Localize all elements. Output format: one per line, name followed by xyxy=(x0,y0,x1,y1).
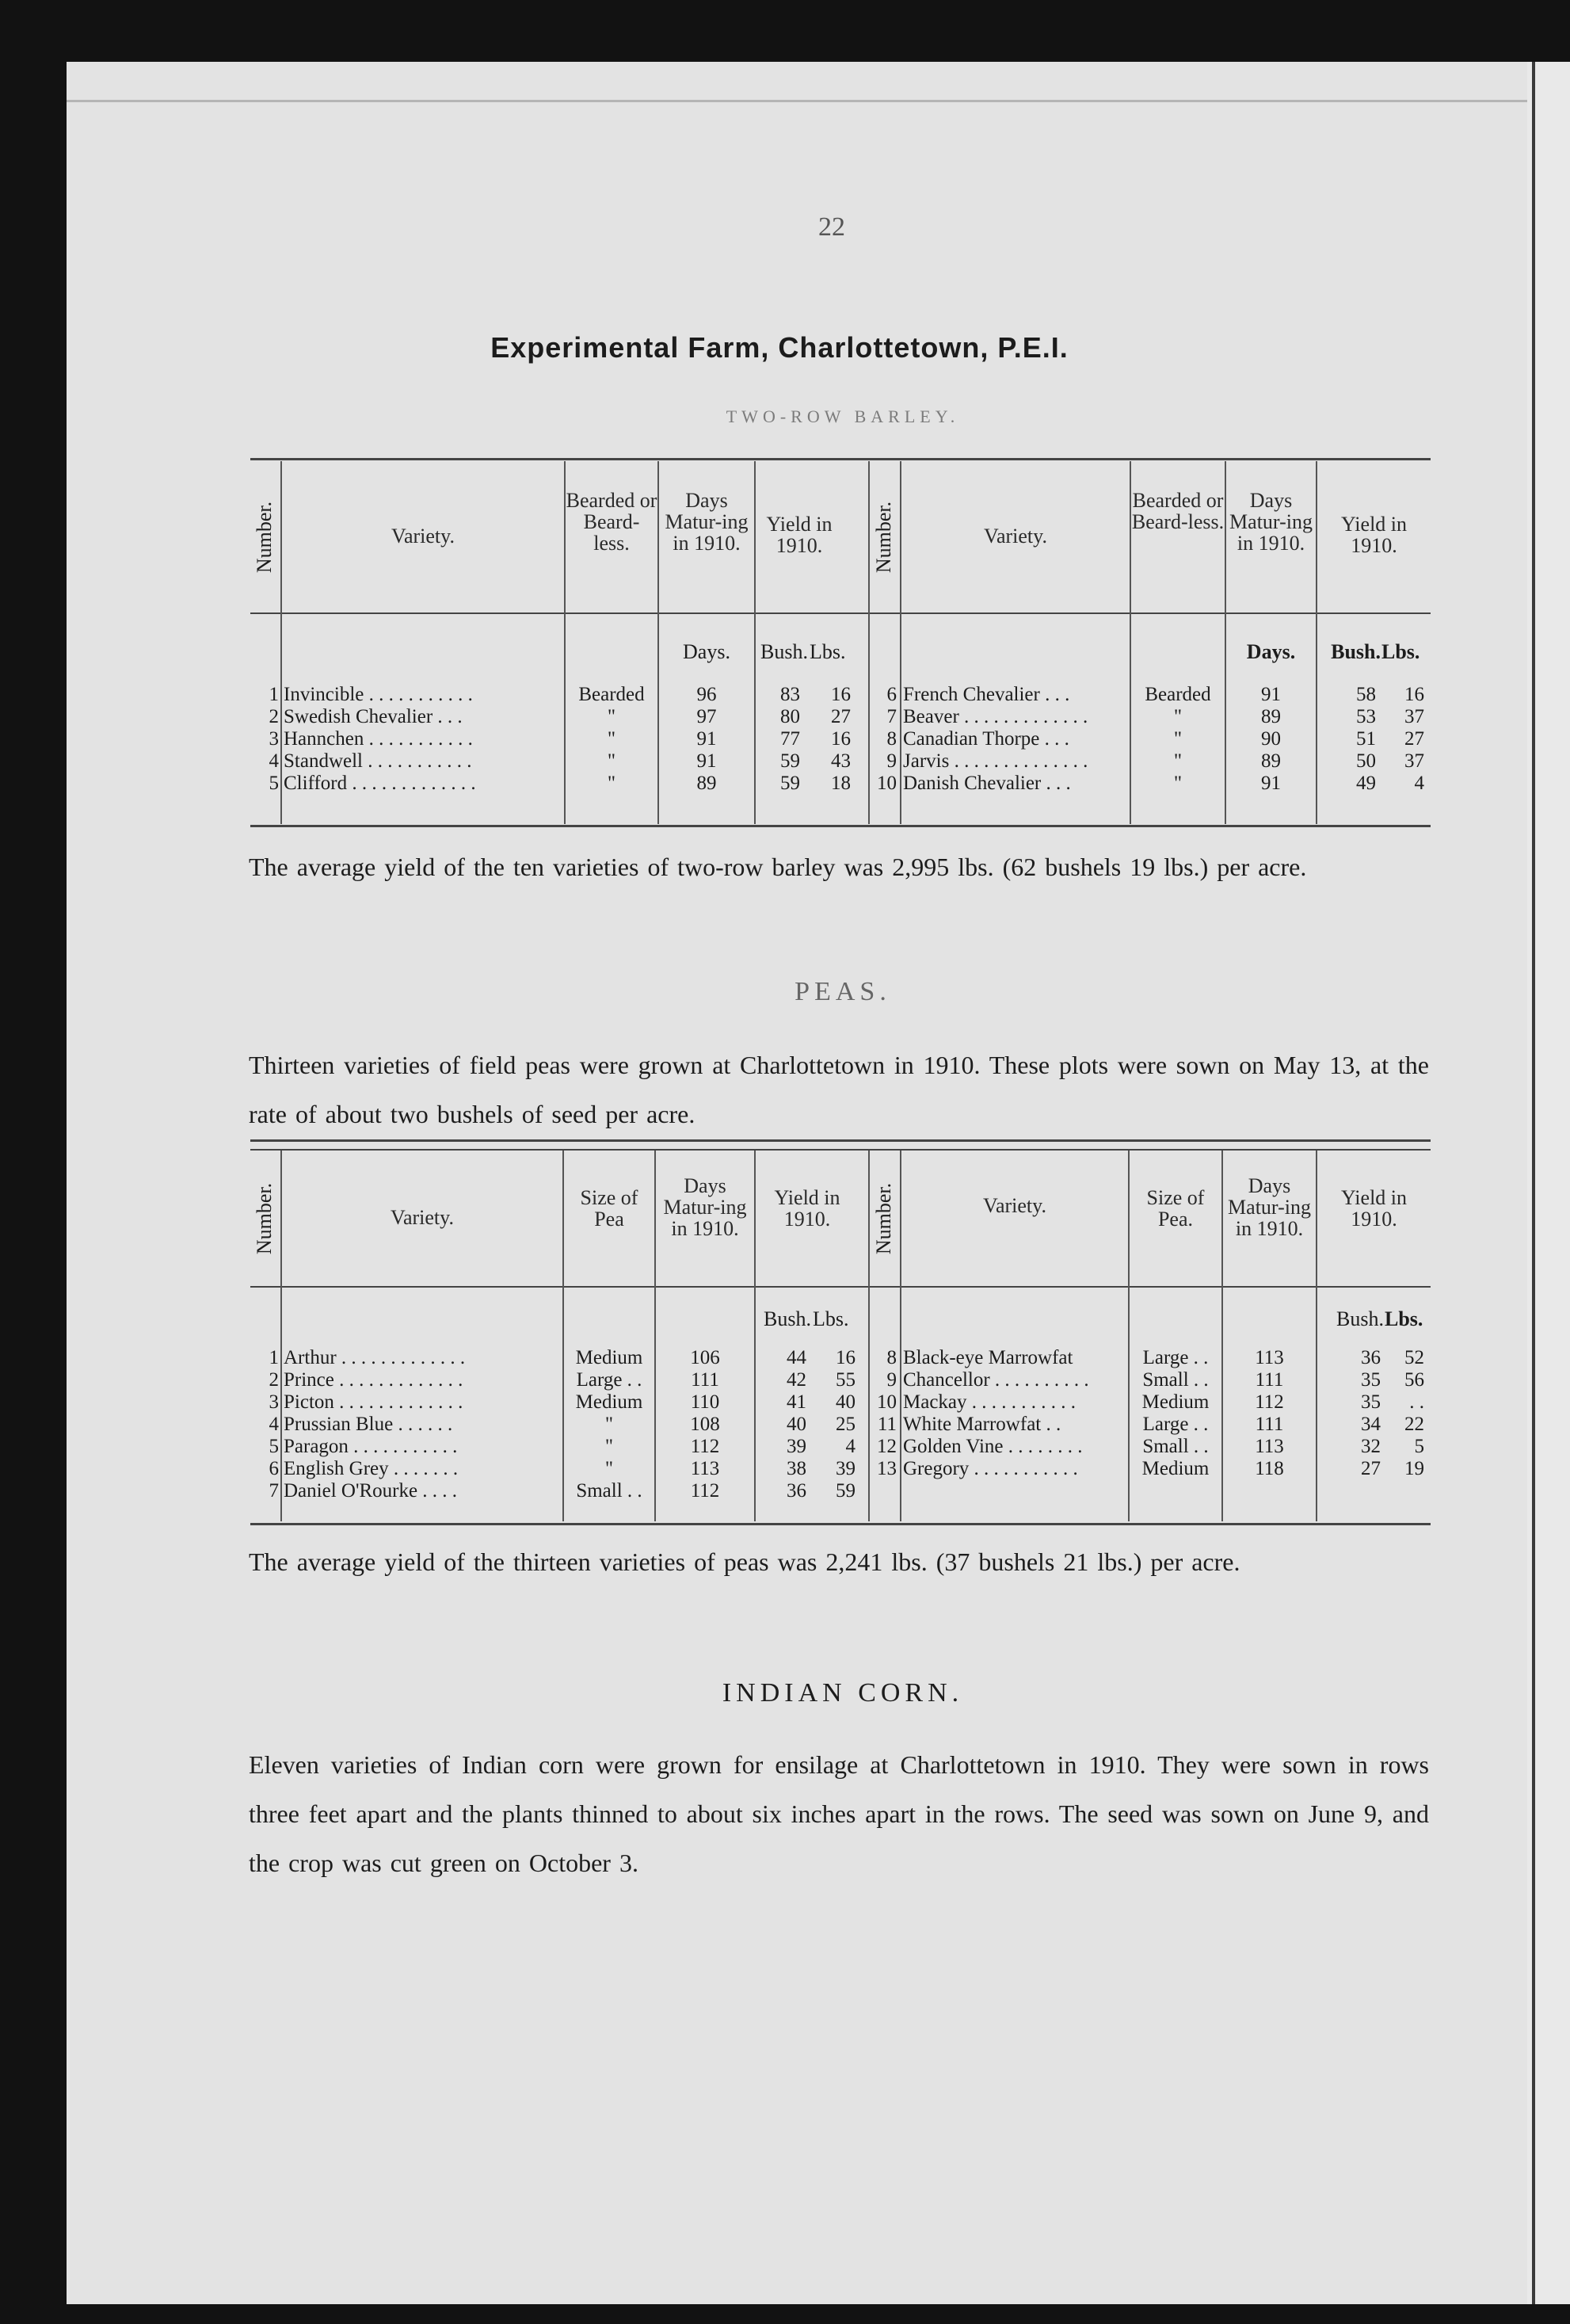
pea-size: Medium xyxy=(575,1347,643,1368)
yield-pounds: 55 xyxy=(836,1369,855,1391)
table-row xyxy=(250,684,1431,706)
number-column-header: Number. xyxy=(872,1182,895,1255)
yield-bushels: 44 xyxy=(787,1347,806,1368)
days-maturing: 113 xyxy=(1255,1347,1284,1368)
table-row xyxy=(250,706,1431,728)
days-maturing: 91 xyxy=(1261,684,1281,705)
pea-size: Small . . xyxy=(1142,1436,1209,1457)
table-row xyxy=(250,773,1431,795)
variety-name: Gregory . . . . . . . . . . . xyxy=(903,1458,1078,1479)
pea-size: Large . . xyxy=(1142,1347,1209,1368)
unit-bush: Bush. xyxy=(1331,640,1381,663)
document-page xyxy=(67,62,1527,2304)
row-number: 2 xyxy=(269,1369,279,1391)
yield-bushels: 42 xyxy=(787,1369,806,1391)
yield-bushels: 49 xyxy=(1356,773,1376,794)
table-row xyxy=(250,1414,1431,1436)
variety-column-header: Variety. xyxy=(984,525,1047,548)
yield-pounds: 16 xyxy=(1404,684,1424,705)
variety-name: Golden Vine . . . . . . . . xyxy=(903,1436,1083,1457)
table-row xyxy=(250,1391,1431,1414)
pea-size: " xyxy=(604,1414,614,1435)
days-column-header: Days Matur-ing in 1910. xyxy=(663,1174,747,1240)
corn-paragraph: Eleven varieties of Indian corn were grown for ensilage at Charlottetown in 1910. They were sown in rows three feet apart and the plants thinned to about six inches apart in the rows. The seed was sown on June 9, and the crop was cut green on October 3. xyxy=(249,1750,1429,1877)
bearded-value: " xyxy=(1173,773,1183,794)
bearded-value: " xyxy=(1173,706,1183,727)
variety-name: Picton . . . . . . . . . . . . . xyxy=(284,1391,463,1413)
yield-bushels: 40 xyxy=(787,1414,806,1435)
table-row xyxy=(250,728,1431,750)
page-top-edge xyxy=(67,100,1527,102)
row-number: 3 xyxy=(269,728,279,750)
variety-name: Beaver . . . . . . . . . . . . . xyxy=(903,706,1088,727)
yield-pounds: 40 xyxy=(836,1391,855,1413)
row-number: 10 xyxy=(877,1391,897,1413)
barley-section-title: TWO-ROW BARLEY. xyxy=(726,406,960,426)
table-row xyxy=(250,1347,1431,1369)
unit-lbs: Lbs. xyxy=(810,640,846,663)
variety-name: White Marrowfat . . xyxy=(903,1414,1061,1435)
bearded-column-header: Bearded or Beard-less. xyxy=(1131,489,1225,533)
yield-pounds: 25 xyxy=(836,1414,855,1435)
unit-days: Days. xyxy=(683,640,730,663)
yield-bushels: 36 xyxy=(787,1480,806,1502)
variety-column-header: Variety. xyxy=(391,1206,454,1229)
table-row xyxy=(250,750,1431,773)
yield-bushels: 77 xyxy=(780,728,800,750)
yield-pounds: 59 xyxy=(836,1480,855,1502)
yield-bushels: 51 xyxy=(1356,728,1376,750)
days-maturing: 91 xyxy=(696,750,717,772)
yield-bushels: 59 xyxy=(780,750,800,772)
yield-bushels: 59 xyxy=(780,773,800,794)
days-maturing: 106 xyxy=(690,1347,720,1368)
yield-pounds: 4 xyxy=(845,1436,855,1457)
yield-pounds: 37 xyxy=(1404,706,1424,727)
days-maturing: 97 xyxy=(696,706,717,727)
yield-bushels: 41 xyxy=(787,1391,806,1413)
yield-pounds: 16 xyxy=(831,684,851,705)
row-number: 11 xyxy=(877,1414,897,1435)
days-maturing: 89 xyxy=(696,773,717,794)
yield-pounds: 5 xyxy=(1414,1436,1424,1457)
yield-bushels: 38 xyxy=(787,1458,806,1479)
barley-summary: The average yield of the ten varieties of two-row barley was 2,995 lbs. (62 bushels 19 lbs.) per acre. xyxy=(249,853,1307,881)
bearded-value: " xyxy=(607,728,616,750)
days-maturing: 91 xyxy=(1261,773,1281,794)
days-maturing: 108 xyxy=(690,1414,720,1435)
row-number: 2 xyxy=(269,706,279,727)
pea-size: Small . . xyxy=(1142,1369,1209,1391)
barley-table xyxy=(250,458,1431,830)
unit-bush: Bush. xyxy=(1336,1307,1384,1330)
days-maturing: 111 xyxy=(1255,1369,1284,1391)
unit-bush: Bush. xyxy=(760,640,808,663)
pea-size: Large . . xyxy=(1142,1414,1209,1435)
yield-pounds: 4 xyxy=(1414,773,1424,794)
table-rule xyxy=(250,612,1431,614)
row-number: 8 xyxy=(886,728,897,750)
pea-size: Medium xyxy=(1141,1391,1210,1413)
variety-name: Paragon . . . . . . . . . . . xyxy=(284,1436,458,1457)
yield-pounds: 19 xyxy=(1404,1458,1424,1479)
row-number: 13 xyxy=(877,1458,897,1479)
row-number: 4 xyxy=(269,750,279,772)
unit-bush: Bush. xyxy=(764,1307,811,1330)
variety-column-header: Variety. xyxy=(391,525,455,548)
days-maturing: 111 xyxy=(1255,1414,1284,1435)
days-column-header: Days Matur-ing in 1910. xyxy=(1229,489,1313,555)
row-number: 7 xyxy=(269,1480,279,1502)
variety-name: Prince . . . . . . . . . . . . . xyxy=(284,1369,463,1391)
size-column-header: Size of Pea xyxy=(580,1186,638,1231)
yield-pounds: 56 xyxy=(1404,1369,1424,1391)
unit-lbs: Lbs. xyxy=(1381,640,1420,663)
bearded-value: Bearded xyxy=(1145,684,1211,705)
table-row xyxy=(250,1458,1431,1480)
table-rule xyxy=(250,825,1431,827)
days-maturing: 112 xyxy=(690,1480,720,1502)
variety-name: Jarvis . . . . . . . . . . . . . . xyxy=(903,750,1088,772)
days-maturing: 89 xyxy=(1261,750,1281,772)
yield-pounds: . . xyxy=(1409,1391,1424,1413)
row-number: 9 xyxy=(886,1369,897,1391)
bearded-value: " xyxy=(1173,728,1183,750)
unit-lbs: Lbs. xyxy=(1385,1307,1423,1330)
yield-bushels: 35 xyxy=(1361,1369,1381,1391)
yield-column-header: Yield in 1910. xyxy=(766,513,833,557)
bearded-value: Bearded xyxy=(578,684,645,705)
row-number: 7 xyxy=(886,706,897,727)
variety-name: Prussian Blue . . . . . . xyxy=(284,1414,453,1435)
corn-section-title: INDIAN CORN. xyxy=(722,1678,964,1708)
bearded-value: " xyxy=(607,773,616,794)
days-column-header: Days Matur-ing in 1910. xyxy=(665,489,749,555)
yield-pounds: 39 xyxy=(836,1458,855,1479)
pea-size: " xyxy=(604,1458,614,1479)
yield-bushels: 80 xyxy=(780,706,800,727)
variety-name: Canadian Thorpe . . . xyxy=(903,728,1069,750)
yield-column-header: Yield in 1910. xyxy=(1340,1186,1408,1231)
yield-pounds: 52 xyxy=(1404,1347,1424,1368)
variety-column-header: Variety. xyxy=(983,1194,1046,1217)
pea-size: Large . . xyxy=(576,1369,642,1391)
row-number: 4 xyxy=(269,1414,279,1435)
table-rule xyxy=(250,1149,1431,1151)
yield-bushels: 27 xyxy=(1361,1458,1381,1479)
yield-bushels: 39 xyxy=(787,1436,806,1457)
number-column-header: Number. xyxy=(253,501,276,574)
bearded-column-header: Bearded or Beard-less. xyxy=(566,489,657,555)
days-maturing: 118 xyxy=(1255,1458,1284,1479)
yield-pounds: 16 xyxy=(831,728,851,750)
page-heading: Experimental Farm, Charlottetown, P.E.I. xyxy=(490,331,1069,364)
days-maturing: 110 xyxy=(690,1391,720,1413)
variety-name: Chancellor . . . . . . . . . . xyxy=(903,1369,1089,1391)
row-number: 6 xyxy=(886,684,897,705)
row-number: 6 xyxy=(269,1458,279,1479)
table-row xyxy=(250,1369,1431,1391)
peas-summary: The average yield of the thirteen varieties of peas was 2,241 lbs. (37 bushels 21 lbs.) per acre. xyxy=(249,1547,1240,1576)
row-number: 12 xyxy=(877,1436,897,1457)
row-number: 8 xyxy=(886,1347,897,1368)
days-maturing: 112 xyxy=(690,1436,720,1457)
row-number: 9 xyxy=(886,750,897,772)
days-maturing: 112 xyxy=(1255,1391,1284,1413)
yield-bushels: 36 xyxy=(1361,1347,1381,1368)
yield-bushels: 58 xyxy=(1356,684,1376,705)
yield-bushels: 35 xyxy=(1361,1391,1381,1413)
variety-name: French Chevalier . . . xyxy=(903,684,1070,705)
days-maturing: 111 xyxy=(691,1369,719,1391)
variety-name: Swedish Chevalier . . . xyxy=(284,706,463,727)
variety-name: Invincible . . . . . . . . . . . xyxy=(284,684,473,705)
table-rule xyxy=(250,1139,1431,1142)
days-maturing: 113 xyxy=(1255,1436,1284,1457)
row-number: 1 xyxy=(269,684,279,705)
days-maturing: 91 xyxy=(696,728,717,750)
yield-bushels: 32 xyxy=(1361,1436,1381,1457)
peas-table xyxy=(250,1139,1431,1528)
yield-pounds: 18 xyxy=(831,773,851,794)
unit-days: Days. xyxy=(1246,640,1296,663)
days-maturing: 113 xyxy=(690,1458,720,1479)
table-row xyxy=(250,1436,1431,1458)
bearded-value: " xyxy=(607,706,616,727)
yield-pounds: 27 xyxy=(1404,728,1424,750)
yield-bushels: 83 xyxy=(780,684,800,705)
yield-pounds: 43 xyxy=(831,750,851,772)
table-rule xyxy=(250,1286,1431,1288)
peas-section-title: PEAS. xyxy=(795,977,891,1006)
variety-name: Mackay . . . . . . . . . . . xyxy=(903,1391,1077,1413)
number-column-header: Number. xyxy=(253,1182,276,1255)
table-rule xyxy=(250,1523,1431,1525)
days-maturing: 89 xyxy=(1261,706,1281,727)
pea-size: Small . . xyxy=(576,1480,642,1502)
yield-bushels: 53 xyxy=(1356,706,1376,727)
variety-name: Danish Chevalier . . . xyxy=(903,773,1071,794)
page-number: 22 xyxy=(818,212,845,242)
yield-bushels: 34 xyxy=(1361,1414,1381,1435)
row-number: 5 xyxy=(269,1436,279,1457)
bearded-value: " xyxy=(607,750,616,772)
row-number: 1 xyxy=(269,1347,279,1368)
bearded-value: " xyxy=(1173,750,1183,772)
variety-name: English Grey . . . . . . . xyxy=(284,1458,459,1479)
row-number: 5 xyxy=(269,773,279,794)
yield-pounds: 22 xyxy=(1404,1414,1424,1435)
variety-name: Hannchen . . . . . . . . . . . xyxy=(284,728,473,750)
row-number: 10 xyxy=(877,773,897,794)
yield-pounds: 37 xyxy=(1404,750,1424,772)
days-column-header: Days Matur-ing in 1910. xyxy=(1228,1174,1311,1240)
yield-pounds: 16 xyxy=(836,1347,855,1368)
yield-column-header: Yield in 1910. xyxy=(774,1186,840,1231)
peas-intro: Thirteen varieties of field peas were grown at Charlottetown in 1910. These plots were sown on May 13, at the rate of about two bushels of seed per acre. xyxy=(249,1051,1429,1128)
yield-column-header: Yield in 1910. xyxy=(1340,513,1408,557)
variety-name: Clifford . . . . . . . . . . . . . xyxy=(284,773,476,794)
number-column-header: Number. xyxy=(872,501,895,574)
variety-name: Arthur . . . . . . . . . . . . . xyxy=(284,1347,466,1368)
row-number: 3 xyxy=(269,1391,279,1413)
size-column-header: Size of Pea. xyxy=(1146,1186,1205,1231)
pea-size: Medium xyxy=(575,1391,643,1413)
yield-pounds: 27 xyxy=(831,706,851,727)
pea-size: " xyxy=(604,1436,614,1457)
days-maturing: 90 xyxy=(1261,728,1281,750)
variety-name: Black-eye Marrowfat xyxy=(903,1347,1073,1368)
pea-size: Medium xyxy=(1141,1458,1210,1479)
variety-name: Daniel O'Rourke . . . . xyxy=(284,1480,458,1502)
table-rule xyxy=(250,458,1431,460)
days-maturing: 96 xyxy=(696,684,717,705)
unit-lbs: Lbs. xyxy=(813,1307,849,1330)
table-row xyxy=(250,1480,1431,1502)
yield-bushels: 50 xyxy=(1356,750,1376,772)
next-page-edge xyxy=(1527,62,1570,2304)
variety-name: Standwell . . . . . . . . . . . xyxy=(284,750,472,772)
